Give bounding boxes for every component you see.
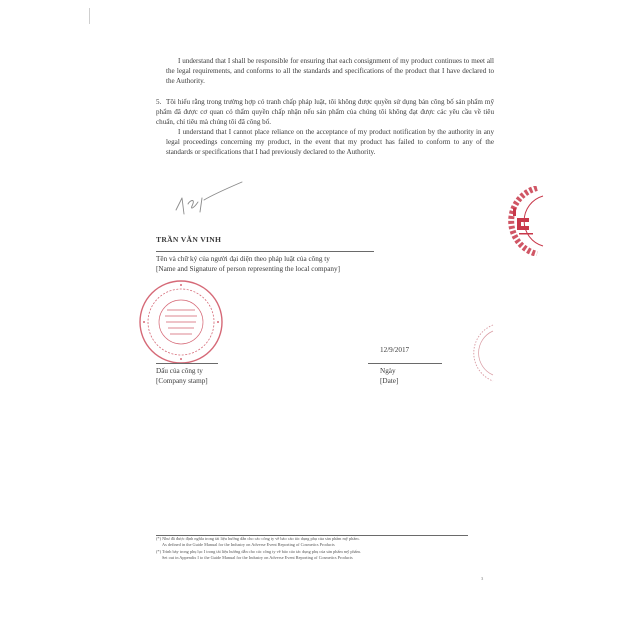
item-number: 5. xyxy=(156,98,162,106)
date-caption-vi: Ngày xyxy=(380,367,396,375)
declaration-item-5 xyxy=(156,97,494,127)
stamp-caption-en: [Company stamp] xyxy=(156,377,208,385)
page-number: 3 xyxy=(481,576,484,581)
company-seal xyxy=(137,278,225,366)
footnote-1-vi: (*) Như đã được định nghĩa trong tài liệu hướng dẫn cho các công ty về báo cáo tác dụng phụ của sản phẩm mỹ phẩm. xyxy=(156,536,360,541)
scan-edge-mark xyxy=(89,8,90,24)
footnote-1-en: As defined in the Guide Manual for the Industry on Adverse Event Reporting of Cosmetics Products xyxy=(162,542,335,547)
signature-caption-en: [Name and Signature of person representing the local company] xyxy=(156,265,341,273)
date-caption-en: [Date] xyxy=(380,377,399,385)
date-line xyxy=(368,363,442,364)
signature-caption-vi: Tên và chữ ký của người đại diện theo pháp luật của công ty xyxy=(156,255,330,263)
authority-seal-partial xyxy=(497,186,545,256)
declaration-paragraph-en xyxy=(166,56,494,86)
handwritten-signature xyxy=(170,178,250,220)
footnote-2-en: Set out in Appendix I to the Guide Manual for the Industry on Adverse Event Reporting of Cosmetics Products xyxy=(162,555,353,560)
declaration-text-3: I understand that I cannot place reliance on the acceptance of my product notification by the authority in any legal proceedings concerning my product, in the event that my product has failed to conform to any of the standards or specifications that I had previously declared to the Authority. xyxy=(166,128,494,156)
stamp-caption-vi: Dấu của công ty xyxy=(156,367,203,375)
stamp-line xyxy=(156,363,218,364)
signer-name: TRẦN VĂN VINH xyxy=(156,235,222,244)
footnote-2-vi: (*) Trình bày trong phụ lục I trong tài liệu hướng dẫn cho các công ty về báo cáo tác dụng phụ của sản phẩm mỹ phẩm. xyxy=(156,549,361,554)
declaration-text-1: I understand that I shall be responsible for ensuring that each consignment of my product continues to meet all the legal requirements, and conforms to all the standards and specifications of the product that I have declared to the Authority. xyxy=(166,57,494,85)
declaration-text-vi: Tôi hiểu rằng trong trường hợp có tranh chấp pháp luật, tôi không được quyền sử dụng bản công bố sản phẩm mỹ phẩm đã được cơ quan có thẩm quyền chấp nhận nếu sản phẩm của chúng tôi không đạt được các yêu cầu về tiêu chuẩn, chỉ tiêu mà chúng tôi đã công bố. xyxy=(156,98,494,126)
date-value: 12/9/2017 xyxy=(380,346,410,354)
overlap-seal-arc xyxy=(465,323,495,383)
declaration-paragraph-en-2 xyxy=(166,127,494,157)
signature-line xyxy=(156,251,374,252)
